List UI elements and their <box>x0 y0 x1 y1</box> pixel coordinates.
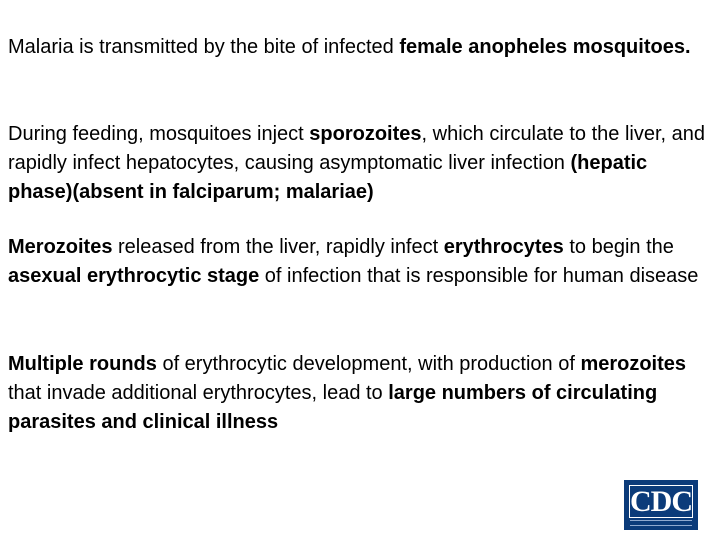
cdc-logo-frame <box>629 485 693 518</box>
text-segment-bold: (hepatic phase)(absent in falciparum; malariae) <box>8 152 648 203</box>
paragraph-hepatic-phase <box>8 120 708 207</box>
paragraph-transmission <box>8 33 708 62</box>
text-segment: During feeding, mosquitoes inject <box>8 123 310 145</box>
text-segment-bold: asexual erythrocytic stage <box>8 265 260 287</box>
paragraph-clinical-illness <box>8 350 708 437</box>
text-segment: of erythrocytic development, with production of <box>156 353 581 375</box>
text-segment-bold: Merozoites <box>8 236 113 258</box>
text-segment: that invade additional erythrocytes, lead to <box>8 382 389 404</box>
text-segment: Malaria is transmitted by the bite of infected <box>8 36 400 58</box>
paragraph-erythrocytic-stage <box>8 233 708 291</box>
text-segment: , which circulate to the liver, and rapidly infect hepatocytes, causing asymptomatic liver infection <box>8 123 706 174</box>
cdc-logo-text: CDC <box>630 484 692 518</box>
text-segment-bold: large numbers of circulating parasites and clinical illness <box>8 382 658 433</box>
text-segment-bold: sporozoites <box>309 123 422 145</box>
text-segment: released from the liver, rapidly infect <box>112 236 444 258</box>
text-segment: of infection that is responsible for human disease <box>259 265 699 287</box>
text-segment-bold: Multiple rounds <box>8 353 157 375</box>
cdc-logo <box>624 480 698 530</box>
text-segment-bold: erythrocytes <box>443 236 564 258</box>
text-segment-bold: female anopheles mosquitoes. <box>399 36 691 58</box>
text-segment-bold: merozoites <box>580 353 687 375</box>
cdc-logo-tagline <box>630 520 692 526</box>
text-segment: to begin the <box>563 236 674 258</box>
